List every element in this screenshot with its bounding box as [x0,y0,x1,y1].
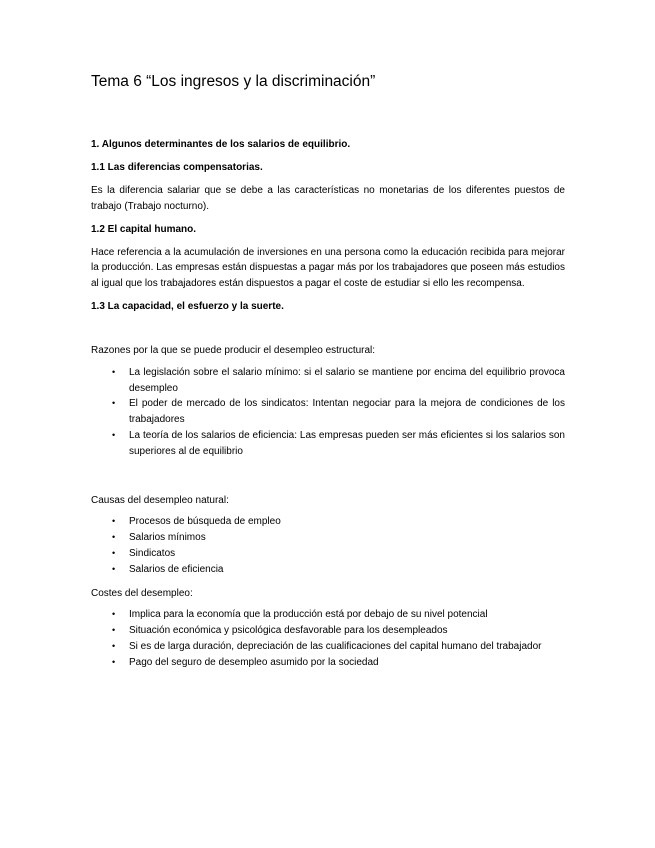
list-item [91,639,565,655]
bullet-icon: • [112,398,116,409]
document-title: Tema 6 “Los ingresos y la discriminación” [91,73,376,90]
list-item-text: Salarios de eficiencia [129,563,224,575]
list-item-text: Situación económica y psicológica desfavorable para los desempleados [129,625,448,637]
list-item [91,530,565,546]
list-item [91,655,565,671]
document-body [91,72,565,671]
bullet-icon: • [112,366,116,377]
list-item [91,607,565,623]
list-item-text: Salarios mínimos [129,532,206,544]
list-item-text: Si es de larga duración, depreciación de las cualificaciones del capital humano del trabajador [129,640,542,652]
list-item [91,396,565,428]
bullet-icon: • [112,516,116,527]
section-1-1-body: Es la diferencia salariar que se debe a las características no monetarias de los diferentes puestos de trabajo (Trabajo nocturno). [91,185,565,212]
list-item-text: El poder de mercado de los sindicatos: Intentan negociar para la mejora de condiciones de los trabajadores [129,398,565,426]
costes-list [91,607,565,670]
list-item-text: Sindicatos [129,547,176,559]
list-item [91,546,565,562]
list-item [91,428,565,460]
list-item-text: La legislación sobre el salario mínimo: si el salario se mantiene por encima del equilibrio provoca desempleo [129,366,565,394]
section-1-2-body: Hace referencia a la acumulación de inversiones en una persona como la educación recibida para mejorar la producción. Las empresas están dispuestas a pagar más por los trabajadores que poseen más estudios al igual que los trabajadores están dispuestos a pagar el coste de estudiar si ello les recompensa. [91,246,565,290]
section-1-1-heading: 1.1 Las diferencias compensatorias. [91,162,263,173]
section-1-heading: 1. Algunos determinantes de los salarios de equilibrio. [91,139,351,150]
list-item [91,365,565,397]
razones-intro: Razones por la que se puede producir el desempleo estructural: [91,344,376,356]
bullet-icon: • [112,625,116,636]
list-item-text: Pago del seguro de desempleo asumido por la sociedad [129,656,379,668]
bullet-icon: • [112,547,116,558]
bullet-icon: • [112,563,116,574]
bullet-icon: • [112,429,116,440]
section-1-2-heading: 1.2 El capital humano. [91,223,197,235]
bullet-icon: • [112,640,116,651]
list-item-text: La teoría de los salarios de eficiencia: Las empresas pueden ser más eficientes si los salarios son superiores al de equilibrio [129,429,565,457]
list-item [91,562,565,578]
list-item-text: Implica para la economía que la producción está por debajo de su nivel potencial [129,609,488,621]
causas-list [91,514,565,577]
list-item-text: Procesos de búsqueda de empleo [129,516,281,528]
list-item [91,623,565,639]
bullet-icon: • [112,532,116,543]
bullet-icon: • [112,609,116,620]
razones-list [91,365,565,460]
costes-intro: Costes del desempleo: [91,587,193,599]
causas-intro: Causas del desempleo natural: [91,494,229,506]
section-1-3-heading: 1.3 La capacidad, el esfuerzo y la suerte. [91,300,284,312]
bullet-icon: • [112,656,116,667]
list-item [91,514,565,530]
